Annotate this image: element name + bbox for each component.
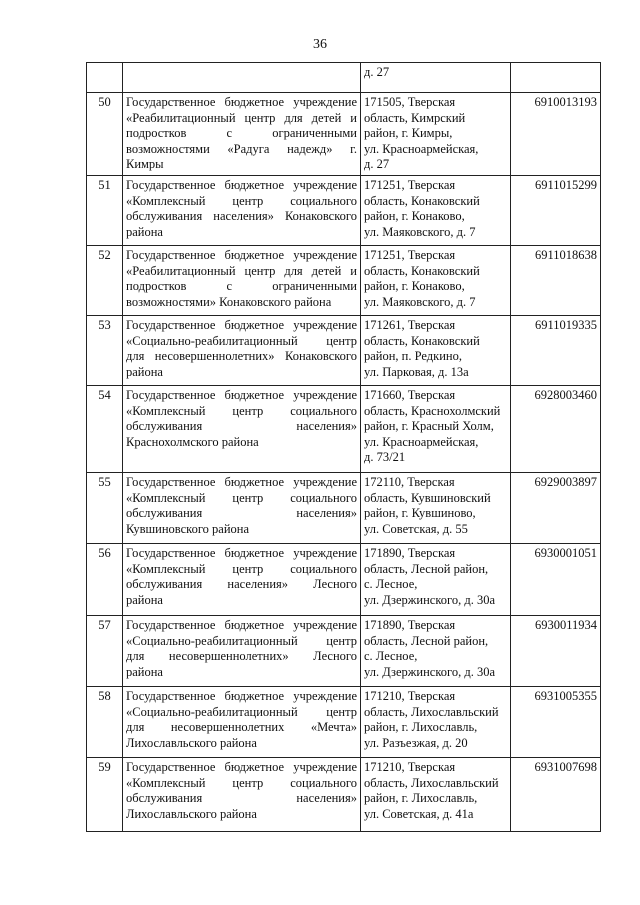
institution-address (361, 758, 511, 832)
name-line: обслуживания населения» (126, 506, 357, 520)
address-line: область, Лихославльский (364, 704, 499, 719)
address-line: область, Лесной район, (364, 561, 489, 576)
address-line: 171890, Тверская (364, 618, 456, 632)
address-line: 171210, Тверская (364, 760, 456, 774)
address-line: район, г. Конаково, (364, 279, 465, 293)
address-line: район, г. Кувшиново, (364, 506, 476, 520)
inn-code (511, 63, 601, 93)
name-line: Государственное бюджетное учреждение (126, 95, 357, 109)
row-number (87, 63, 123, 93)
table-row (87, 616, 601, 687)
institution-name (123, 687, 361, 758)
address-line: ул. Парковая, д. 13а (364, 364, 469, 379)
institution-name (123, 758, 361, 832)
row-number: 57 (87, 616, 123, 687)
page-number: 36 (313, 37, 327, 52)
name-line: Государственное бюджетное учреждение (126, 178, 357, 192)
institution-name (123, 386, 361, 473)
name-line: «Реабилитационный центр для детей и (126, 110, 357, 125)
institution-name (123, 616, 361, 687)
address-line: ул. Дзержинского, д. 30а (364, 664, 495, 679)
address-line: область, Кувшиновский (364, 490, 491, 505)
name-line: для несовершеннолетних» Конаковского (126, 349, 357, 363)
address-line: с. Лесное, (364, 649, 418, 663)
address-line: 171251, Тверская (364, 248, 456, 262)
address-line: область, Конаковский (364, 333, 480, 348)
address-line: область, Лихославльский (364, 775, 499, 790)
name-line: для несовершеннолетних «Мечта» (126, 720, 357, 734)
address-line: 171210, Тверская (364, 689, 456, 703)
name-line: района (126, 664, 163, 679)
address-line: ул. Советская, д. 41а (364, 806, 474, 821)
name-line: Государственное бюджетное учреждение (126, 546, 357, 560)
inn-code: 6911019335 (511, 316, 601, 386)
row-number: 51 (87, 176, 123, 246)
inn-code: 6930011934 (511, 616, 601, 687)
name-line: Краснохолмского района (126, 434, 259, 449)
address-line: район, г. Конаково, (364, 209, 465, 223)
address-line: область, Конаковский (364, 263, 480, 278)
institution-address (361, 63, 511, 93)
name-line: для несовершеннолетних» Лесного (126, 649, 357, 663)
institution-name (123, 176, 361, 246)
institutions-table (86, 62, 601, 832)
inn-code: 6911018638 (511, 246, 601, 316)
name-line: возможностями» Конаковского района (126, 294, 332, 309)
address-line: район, п. Редкино, (364, 349, 462, 363)
inn-code: 6911015299 (511, 176, 601, 246)
institution-name (123, 246, 361, 316)
inn-code: 6931007698 (511, 758, 601, 832)
address-line: область, Лесной район, (364, 633, 489, 648)
institution-address (361, 544, 511, 616)
address-line: ул. Дзержинского, д. 30а (364, 592, 495, 607)
name-line: Государственное бюджетное учреждение (126, 318, 357, 332)
name-line: «Социально-реабилитационный центр (126, 704, 357, 719)
name-line: обслуживания населения» Конаковского (126, 209, 357, 223)
name-line: Государственное бюджетное учреждение (126, 388, 357, 402)
table-row (87, 687, 601, 758)
address-line: район, г. Лихославль, (364, 720, 478, 734)
name-line: Лихославльского района (126, 735, 257, 750)
institution-name (123, 473, 361, 544)
name-line: обслуживания населения» (126, 791, 357, 805)
name-line: района (126, 364, 163, 379)
table-row (87, 473, 601, 544)
table-body (87, 63, 601, 832)
address-line: ул. Красноармейская, (364, 141, 479, 156)
address-line: 171505, Тверская (364, 95, 456, 109)
table-row (87, 176, 601, 246)
name-line: «Комплексный центр социального (126, 403, 357, 418)
table-row (87, 93, 601, 176)
row-number: 50 (87, 93, 123, 176)
name-line: подростков с ограниченными (126, 126, 357, 140)
name-line: Государственное бюджетное учреждение (126, 248, 357, 262)
address-line: область, Конаковский (364, 193, 480, 208)
address-line: ул. Красноармейская, (364, 434, 479, 449)
name-line: Кимры (126, 157, 164, 171)
address-line: область, Краснохолмский (364, 403, 501, 418)
row-number: 59 (87, 758, 123, 832)
name-line: «Социально-реабилитационный центр (126, 633, 357, 648)
name-line: Лихославльского района (126, 806, 257, 821)
table-row-continuation (87, 63, 601, 93)
table-row (87, 316, 601, 386)
name-line: «Комплексный центр социального (126, 561, 357, 576)
address-line: 172110, Тверская (364, 475, 455, 489)
inn-code: 6928003460 (511, 386, 601, 473)
address-line: ул. Советская, д. 55 (364, 521, 468, 536)
name-line: обслуживания населения» Лесного (126, 577, 357, 591)
name-line: «Социально-реабилитационный центр (126, 333, 357, 348)
row-number: 53 (87, 316, 123, 386)
institution-address (361, 176, 511, 246)
name-line: «Комплексный центр социального (126, 775, 357, 790)
row-number: 56 (87, 544, 123, 616)
inn-code: 6910013193 (511, 93, 601, 176)
address-line: район, г. Кимры, (364, 126, 453, 140)
name-line: подростков с ограниченными (126, 279, 357, 293)
institution-name (123, 63, 361, 93)
row-number: 55 (87, 473, 123, 544)
table-row (87, 758, 601, 832)
name-line: «Реабилитационный центр для детей и (126, 263, 357, 278)
institution-address (361, 246, 511, 316)
institution-address (361, 687, 511, 758)
address-line: 171261, Тверская (364, 318, 456, 332)
institution-address (361, 93, 511, 176)
inn-code: 6929003897 (511, 473, 601, 544)
row-number: 54 (87, 386, 123, 473)
name-line: Кувшиновского района (126, 521, 250, 536)
institution-address (361, 473, 511, 544)
address-line: д. 27 (364, 157, 390, 171)
address-line: район, г. Красный Холм, (364, 419, 494, 433)
name-line: обслуживания населения» (126, 419, 357, 433)
table-row (87, 386, 601, 473)
name-line: района (126, 592, 163, 607)
address-line: ул. Разъезжая, д. 20 (364, 735, 468, 750)
address-line: д. 27 (364, 65, 390, 79)
address-line: ул. Маяковского, д. 7 (364, 294, 476, 309)
address-line: район, г. Лихославль, (364, 791, 478, 805)
address-line: 171660, Тверская (364, 388, 456, 402)
institution-name (123, 544, 361, 616)
inn-code: 6931005355 (511, 687, 601, 758)
address-line: с. Лесное, (364, 577, 418, 591)
institution-address (361, 386, 511, 473)
institution-address (361, 616, 511, 687)
name-line: Государственное бюджетное учреждение (126, 689, 357, 703)
row-number: 58 (87, 687, 123, 758)
institution-address (361, 316, 511, 386)
institution-name (123, 93, 361, 176)
name-line: «Комплексный центр социального (126, 193, 357, 208)
institution-name (123, 316, 361, 386)
address-line: 171251, Тверская (364, 178, 456, 192)
inn-code: 6930001051 (511, 544, 601, 616)
name-line: Государственное бюджетное учреждение (126, 760, 357, 774)
name-line: Государственное бюджетное учреждение (126, 618, 357, 632)
name-line: возможностями «Радуга надежд» г. (126, 141, 357, 156)
address-line: область, Кимрский (364, 110, 466, 125)
name-line: района (126, 224, 163, 239)
table-row (87, 544, 601, 616)
table-row (87, 246, 601, 316)
address-line: 171890, Тверская (364, 546, 456, 560)
name-line: «Комплексный центр социального (126, 490, 357, 505)
row-number: 52 (87, 246, 123, 316)
address-line: ул. Маяковского, д. 7 (364, 224, 476, 239)
address-line: д. 73/21 (364, 450, 406, 464)
name-line: Государственное бюджетное учреждение (126, 475, 357, 489)
